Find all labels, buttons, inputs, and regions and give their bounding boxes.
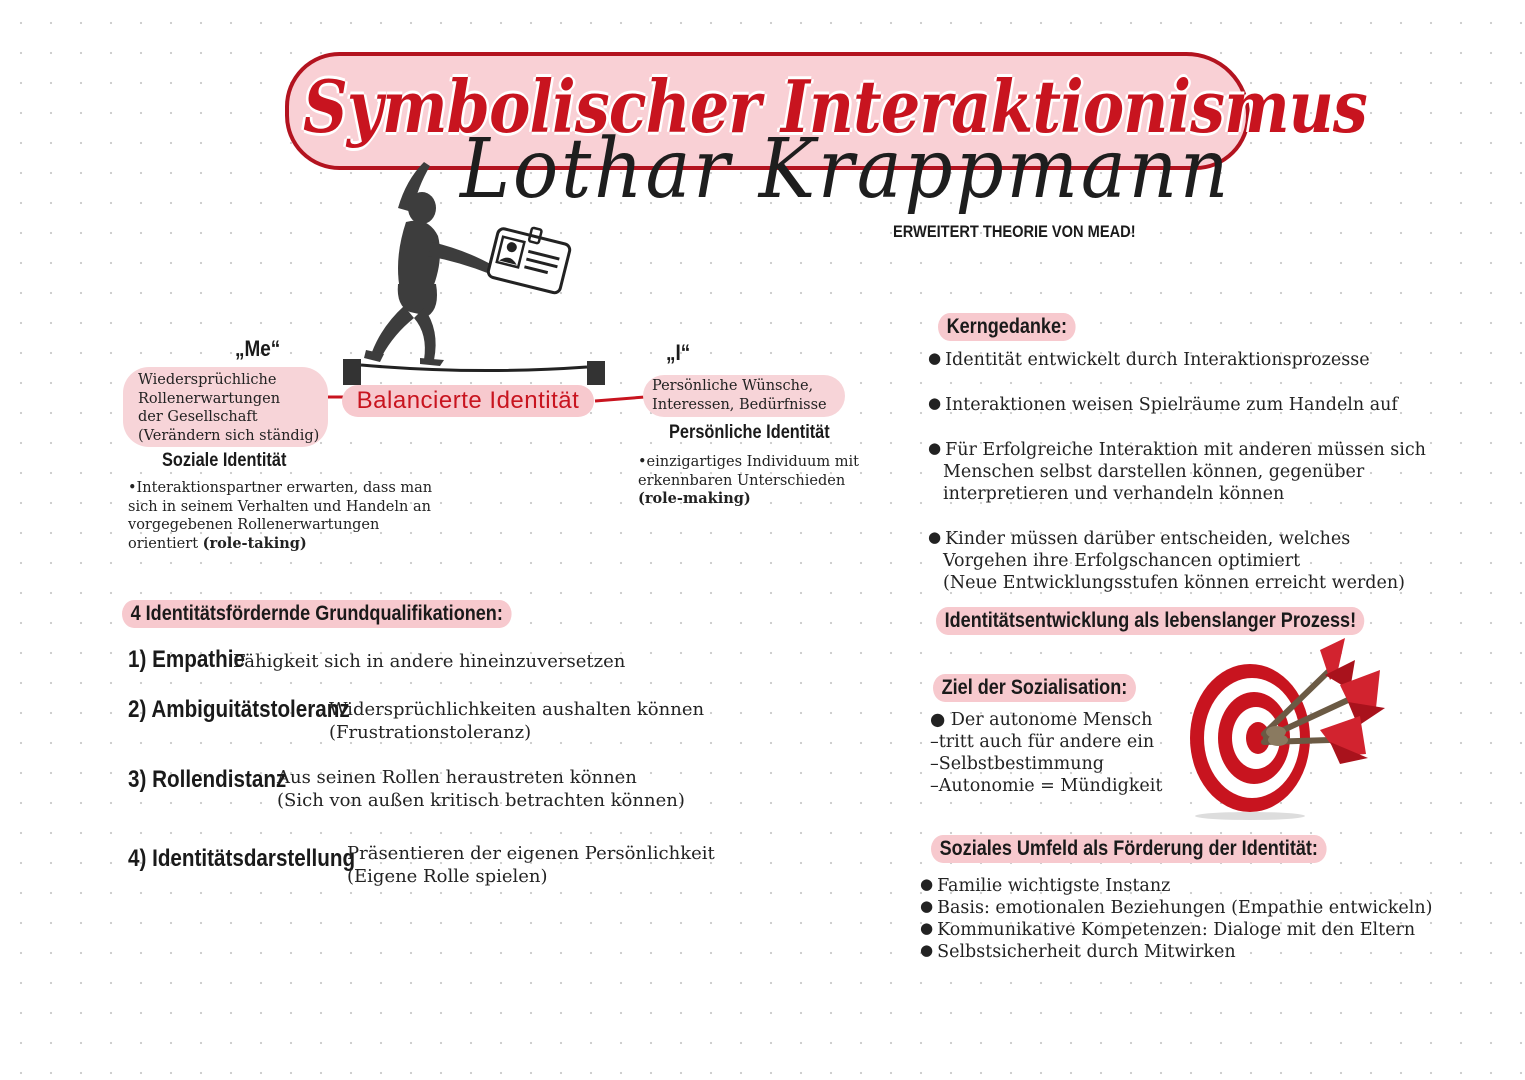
core-item-1: ● Identität entwickelt durch Interaktionsprozesse [928, 349, 1370, 371]
environment-list: ● Familie wichtigste Instanz ● Basis: emotionalen Beziehungen (Empathie entwickeln) ● Kommunikative Kompetenzen: Dialoge mit den Eltern ● Selbstsicherheit durch Mitwirken [920, 875, 1433, 963]
author-name: Lothar Krappmann [460, 122, 1232, 217]
qualification-2-desc: Widersprüchlichkeiten aushalten können (Frustrationstoleranz) [329, 699, 705, 743]
qualification-4-name: 4) Identitätsdarstellung [128, 845, 356, 872]
qualification-2-name: 2) Ambiguitätstoleranz [128, 696, 350, 723]
social-identity-title: Soziale Identität [162, 450, 287, 471]
i-bubble-text: Persönliche Wünsche, Interessen, Bedürfnisse [652, 378, 827, 413]
core-item-4: ● Kinder müssen darüber entscheiden, welches Vorgehen ihre Erfolgschancen optimiert (Neue Entwicklungsstufen können erreicht werden) [928, 528, 1405, 594]
goal-heading: Ziel der Sozialisation: [933, 674, 1136, 702]
core-item-2: ● Interaktionen weisen Spielräume zum Handeln auf [928, 394, 1398, 416]
core-heading: Kerngedanke: [938, 313, 1076, 341]
environment-heading: Soziales Umfeld als Förderung der Identität: [931, 835, 1327, 863]
role-making-term: (role-making) [638, 490, 751, 507]
me-bubble-text: Wiedersprüchliche Rollenerwartungen der Gesellschaft (Verändern sich ständig) [138, 372, 320, 444]
i-label: „I“ [666, 340, 691, 365]
qualification-3-desc: Aus seinen Rollen heraustreten können (Sich von außen kritisch betrachten können) [277, 767, 685, 811]
page-title: Symbolischer Interaktionismus [303, 64, 1367, 149]
me-label: „Me“ [235, 336, 281, 361]
mead-note: ERWEITERT THEORIE VON MEAD! [893, 222, 1136, 241]
qualification-4-desc: Präsentieren der eigenen Persönlichkeit (Eigene Rolle spielen) [347, 843, 715, 887]
qualifications-heading: 4 Identitätsfördernde Grundqualifikationen: [122, 600, 511, 628]
lifelong-process-note: Identitätsentwicklung als lebenslanger Prozess! [936, 607, 1365, 635]
personal-identity-title: Persönliche Identität [669, 422, 830, 443]
target-dart-icon [1180, 630, 1410, 820]
qualification-3-name: 3) Rollendistanz [128, 766, 287, 793]
social-identity-text: •Interaktionspartner erwarten, dass man sich in seinem Verhalten und Handeln an vorgegebenen Rollenerwartungen orientiert (role-taking) [128, 480, 433, 552]
goal-list: ● Der autonome Mensch –tritt auch für andere ein –Selbstbestimmung –Autonomie = Mündigkeit [930, 710, 1163, 796]
qualification-1-desc: Fähigkeit sich in andere hineinzuversetzen [233, 651, 626, 672]
balanced-identity-label: Balancierte Identität [342, 385, 594, 417]
role-taking-term: (role-taking) [202, 534, 307, 552]
core-item-3: ● Für Erfolgreiche Interaktion mit anderen müssen sich Menschen selbst darstellen können, gegenüber interpretieren und verhandeln können [928, 439, 1426, 505]
qualification-1-name: 1) Empathie [128, 646, 245, 673]
id-card-icon [484, 222, 576, 300]
personal-identity-text: •einzigartiges Individuum mit erkennbaren Unterschieden (role-making) [638, 454, 859, 507]
